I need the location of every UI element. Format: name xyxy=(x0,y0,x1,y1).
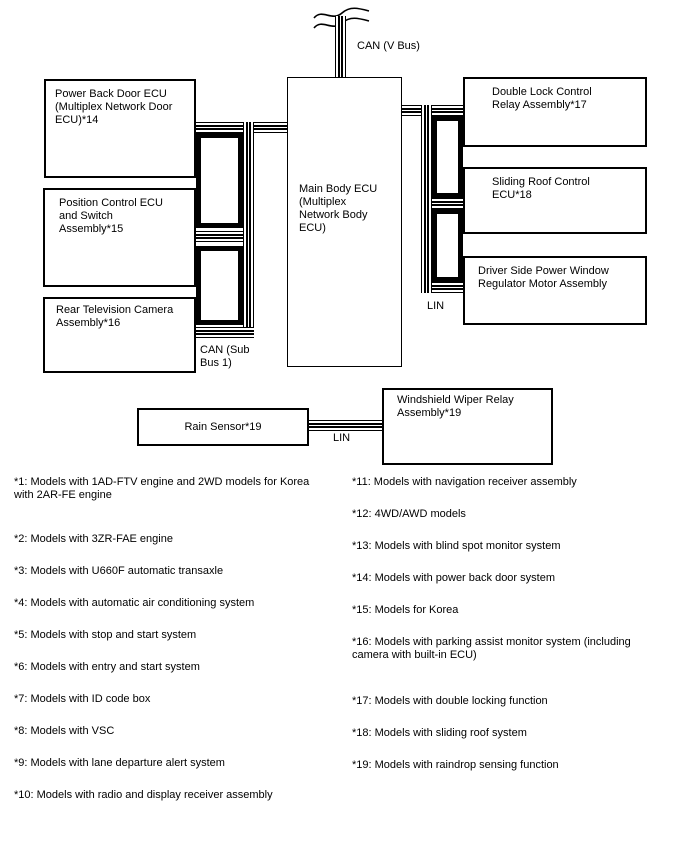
footnote: *3: Models with U660F automatic transaxle xyxy=(14,565,224,577)
lin-bus-line xyxy=(421,105,432,293)
footnote: *12: 4WD/AWD models xyxy=(352,508,466,520)
footnote: *8: Models with VSC xyxy=(14,725,115,737)
node-label: Sliding Roof Control ECU*18 xyxy=(492,176,590,201)
footnotes-right-column xyxy=(352,476,652,791)
bus-driverwindow-branch xyxy=(432,282,463,293)
footnote: *5: Models with stop and start system xyxy=(14,629,197,641)
bus-loop-right-2 xyxy=(432,209,463,282)
footnote: *7: Models with ID code box xyxy=(14,693,151,705)
node-label: Power Back Door ECU (Multiplex Network Door ECU)*14 xyxy=(55,88,173,126)
footnote: *18: Models with sliding roof system xyxy=(352,727,527,739)
node-double-lock-relay xyxy=(463,77,647,147)
footnote: *19: Models with raindrop sensing function xyxy=(352,759,559,771)
lin-bottom-label: LIN xyxy=(333,432,351,444)
node-power-back-door-ecu xyxy=(44,79,196,178)
node-rear-tv-camera xyxy=(43,297,196,373)
footnote: *9: Models with lane departure alert system xyxy=(14,757,225,769)
footnote: *10: Models with radio and display receiver assembly xyxy=(14,789,273,801)
bus-position-branch xyxy=(194,231,243,242)
node-label: Position Control ECU and Switch Assembly*15 xyxy=(59,197,163,235)
footnote: *14: Models with power back door system xyxy=(352,572,555,584)
footnote: *6: Models with entry and start system xyxy=(14,661,200,673)
bus-slidingroof-branch xyxy=(432,198,463,209)
footnote: *16: Models with parking assist monitor system (including camera with built-in ECU) xyxy=(352,636,631,661)
bus-loop-left-1 xyxy=(196,133,243,228)
node-sliding-roof-ecu xyxy=(463,167,647,234)
bus-powerbackdoor-to-main xyxy=(196,122,288,133)
node-driver-window-motor xyxy=(463,256,647,325)
can-v-bus-line xyxy=(335,16,346,77)
can-sub-bus-line xyxy=(243,122,254,338)
footnote: *13: Models with blind spot monitor system xyxy=(352,540,561,552)
footnote: *15: Models for Korea xyxy=(352,604,459,616)
node-label: Main Body ECU (Multiplex Network Body ECU) xyxy=(299,183,378,234)
footnotes-left-column xyxy=(14,476,310,821)
footnote: *17: Models with double locking function xyxy=(352,695,548,707)
bus-loop-left-2 xyxy=(196,246,243,325)
can-v-bus-label: CAN (V Bus) xyxy=(357,40,420,52)
footnote: *4: Models with automatic air conditioning system xyxy=(14,597,255,609)
node-label: Rear Television Camera Assembly*16 xyxy=(56,304,174,329)
node-label: Rain Sensor*19 xyxy=(184,420,262,433)
can-sub-bus-label: CAN (Sub Bus 1) xyxy=(200,344,250,369)
node-label: Double Lock Control Relay Assembly*17 xyxy=(492,86,592,111)
node-rain-sensor xyxy=(137,408,309,446)
node-label: Windshield Wiper Relay Assembly*19 xyxy=(397,394,514,419)
footnote: *11: Models with navigation receiver assembly xyxy=(352,476,577,488)
bus-rear-camera-branch xyxy=(194,327,254,338)
bus-main-to-doublelock xyxy=(401,105,463,116)
footnote: *1: Models with 1AD-FTV engine and 2WD models for Korea with 2AR-FE engine xyxy=(14,476,310,501)
node-main-body-ecu xyxy=(287,77,402,367)
node-wiper-relay xyxy=(382,388,553,465)
footnote: *2: Models with 3ZR-FAE engine xyxy=(14,533,173,545)
node-position-control-ecu xyxy=(43,188,196,287)
bus-rain-to-wiper xyxy=(308,420,383,431)
lin-right-label: LIN xyxy=(427,300,445,312)
bus-loop-right-1 xyxy=(432,116,463,198)
node-label: Driver Side Power Window Regulator Motor Assembly xyxy=(478,265,609,290)
